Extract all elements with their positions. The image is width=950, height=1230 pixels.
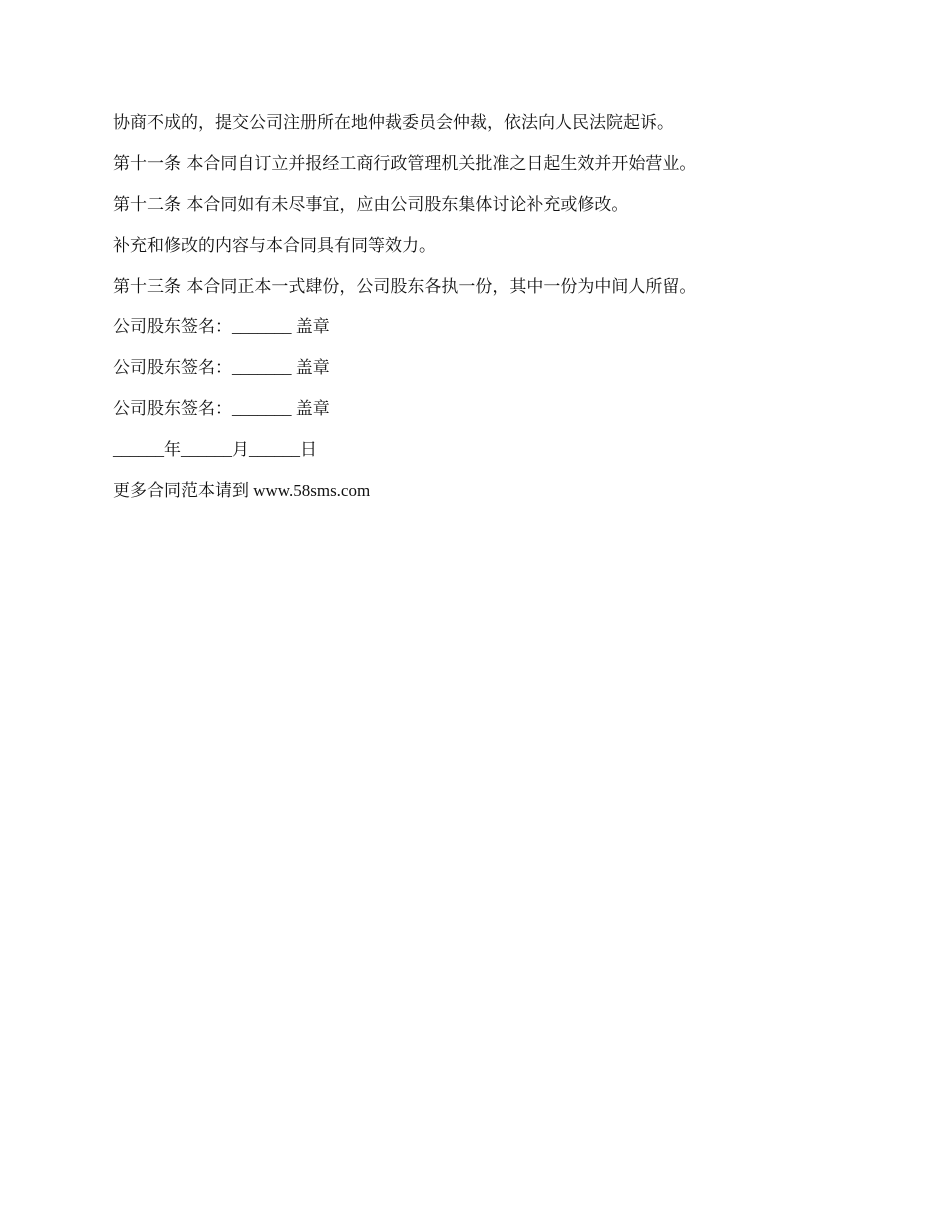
paragraph-article-13: 第十三条 本合同正本一式肆份，公司股东各执一份，其中一份为中间人所留。 [113, 276, 697, 297]
shareholder-signature-line-3: 公司股东签名：_______ 盖章 [113, 399, 330, 419]
document-body [113, 113, 853, 522]
date-line: ______年______月______日 [113, 440, 317, 460]
shareholder-signature-line-1: 公司股东签名：_______ 盖章 [113, 317, 330, 337]
shareholder-signature-line-2: 公司股东签名：_______ 盖章 [113, 358, 330, 378]
paragraph-article-12: 第十二条 本合同如有未尽事宜，应由公司股东集体讨论补充或修改。 [113, 194, 629, 215]
paragraph-dispute-resolution: 协商不成的，提交公司注册所在地仲裁委员会仲裁，依法向人民法院起诉。 [113, 113, 674, 133]
paragraph-article-11: 第十一条 本合同自订立并报经工商行政管理机关批准之日起生效并开始营业。 [113, 153, 697, 174]
footer-website-note: 更多合同范本请到 www.58sms.com [113, 481, 371, 501]
paragraph-supplement-validity: 补充和修改的内容与本合同具有同等效力。 [113, 235, 436, 256]
